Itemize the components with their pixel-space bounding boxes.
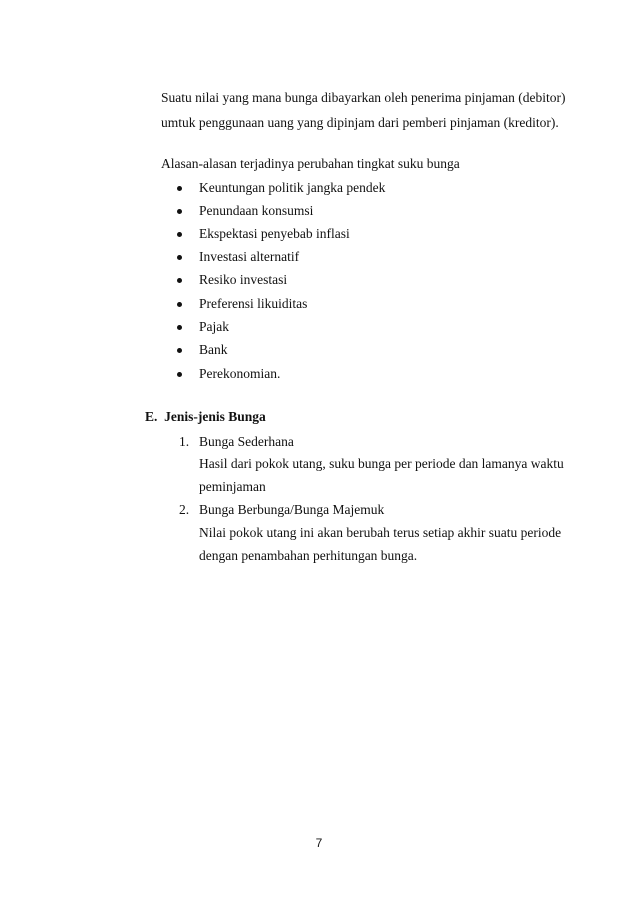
item-title: Bunga Berbunga/Bunga Majemuk bbox=[199, 502, 385, 517]
list-item-text: Pajak bbox=[199, 319, 229, 334]
item-description-line-1: Nilai pokok utang ini akan berubah terus setiap akhir suatu periode bbox=[199, 525, 562, 540]
bullet-icon bbox=[177, 348, 182, 353]
list-item-text: Bank bbox=[199, 342, 228, 357]
item-title: Bunga Sederhana bbox=[199, 434, 294, 449]
list-item-text: Resiko investasi bbox=[199, 272, 288, 287]
bullet-icon bbox=[177, 209, 182, 214]
list-item-text: Penundaan konsumsi bbox=[199, 203, 314, 218]
bullet-icon bbox=[177, 255, 182, 260]
bullet-icon bbox=[177, 372, 182, 377]
bullet-icon bbox=[177, 186, 182, 191]
list-item-text: Ekspektasi penyebab inflasi bbox=[199, 226, 350, 241]
item-number: 2. bbox=[179, 502, 190, 517]
intro-line-2: umtuk penggunaan uang yang dipinjam dari pemberi pinjaman (kreditor). bbox=[161, 115, 559, 130]
intro-line-1: Suatu nilai yang mana bunga dibayarkan oleh penerima pinjaman (debitor) bbox=[161, 90, 566, 105]
item-description-line-2: dengan penambahan perhitungan bunga. bbox=[199, 548, 418, 563]
list-item-text: Keuntungan politik jangka pendek bbox=[199, 180, 386, 195]
item-description-line-1: Hasil dari pokok utang, suku bunga per periode dan lamanya waktu bbox=[199, 456, 564, 471]
reasons-title: Alasan-alasan terjadinya perubahan tingkat suku bunga bbox=[161, 156, 460, 171]
list-item-text: Perekonomian. bbox=[199, 366, 281, 381]
page-number: 7 bbox=[315, 836, 323, 850]
section-heading: E. Jenis-jenis Bunga bbox=[145, 409, 266, 424]
bullet-icon bbox=[177, 325, 182, 330]
bullet-icon bbox=[177, 278, 182, 283]
list-item-text: Investasi alternatif bbox=[199, 249, 300, 264]
item-description-line-2: peminjaman bbox=[199, 479, 266, 494]
item-number: 1. bbox=[179, 434, 190, 449]
bullet-icon bbox=[177, 232, 182, 237]
bullet-icon bbox=[177, 302, 182, 307]
list-item-text: Preferensi likuiditas bbox=[199, 296, 308, 311]
